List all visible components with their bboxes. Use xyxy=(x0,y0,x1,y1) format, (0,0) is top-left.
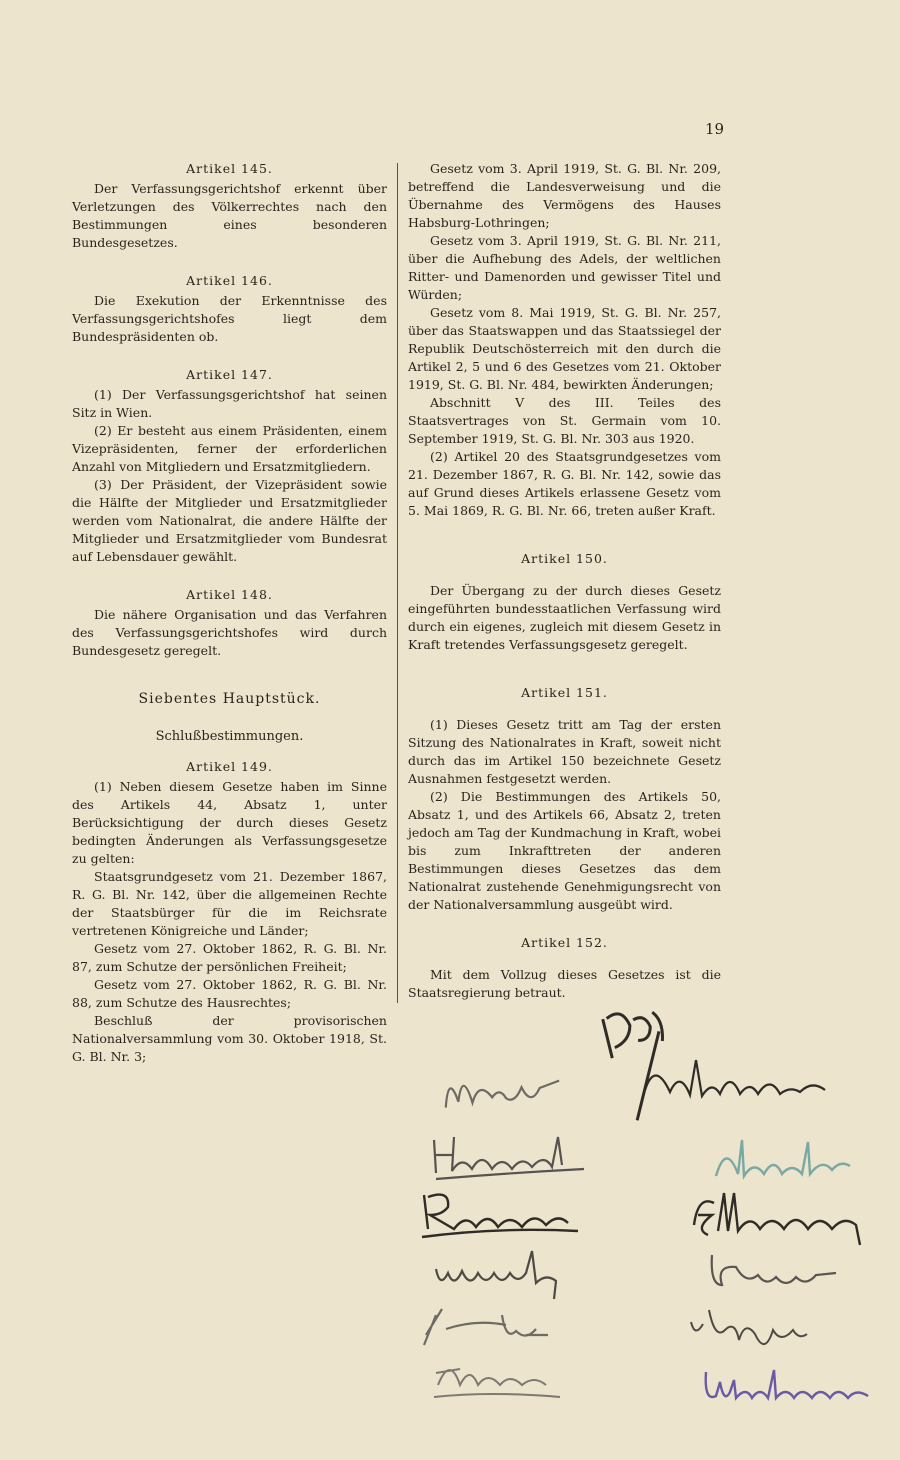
signature-stoeckler xyxy=(640,1050,840,1128)
page-number: 19 xyxy=(705,120,725,138)
article-149-list-item-3: Gesetz vom 27. Oktober 1862, R. G. Bl. Nr. 88, zum Schutze des Hausrechtes; xyxy=(72,977,387,1010)
left-column xyxy=(72,160,387,1066)
article-151-paragraph-1: (1) Dieses Gesetz tritt am Tag der ersten Sitzung des Nationalrates in Kraft, soweit nicht durch das im Artikel 150 bezeichnete Gesetz Ausnahmen festgesetzt werden. xyxy=(408,717,721,786)
article-149-list-item-8: Abschnitt V des III. Teiles des Staatsvertrages von St. Germain vom 10. September 1919, St. G. Bl. Nr. 303 aus 1920. xyxy=(408,395,721,446)
article-147-paragraph-3: (3) Der Präsident, der Vizepräsident sowie die Hälfte der Mitglieder und Ersatzmitglieder werden vom Nationalrat, die andere Hälfte der Mitglieder und Ersatzmitglieder vom Bundesrat auf Lebensdauer gewählt. xyxy=(72,477,387,564)
column-divider xyxy=(397,163,398,1003)
article-151-paragraph-2: (2) Die Bestimmungen des Artikels 50, Absatz 1, und des Artikels 66, Absatz 2, treten jedoch am Tag der Kundmachung in Kraft, wobei bis zum Inkrafttreten der anderen Bestimmungen dieses Gesetzes das dem Nationalrat zustehende Genehmigungsrecht von der Nationalversammlung ausgeübt wird. xyxy=(408,789,721,912)
article-148-text: Die nähere Organisation und das Verfahren des Verfassungsgerichtshofes wird durch Bundesgesetz geregelt. xyxy=(72,607,387,658)
signature-gruenberger xyxy=(700,1362,880,1420)
article-150-heading: Artikel 150. xyxy=(521,551,608,566)
article-152-text: Mit dem Vollzug dieses Gesetzes ist die Staatsregierung betraut. xyxy=(408,967,721,1000)
article-145-heading: Artikel 145. xyxy=(186,161,273,176)
right-column xyxy=(408,160,721,1002)
article-149-list-item-5: Gesetz vom 3. April 1919, St. G. Bl. Nr. 209, betreffend die Landesverweisung und die Übernahme des Vermögens des Hauses Habsburg-Lothringen; xyxy=(408,161,721,230)
article-149-paragraph-1: (1) Neben diesem Gesetze haben im Sinne des Artikels 44, Absatz 1, unter Berücksichtigung der durch dieses Gesetz bedingten Änderungen als Verfassungsgesetze zu gelten: xyxy=(72,779,387,866)
article-149-list-item-2: Gesetz vom 27. Oktober 1862, R. G. Bl. Nr. 87, zum Schutze der persönlichen Freiheit; xyxy=(72,941,387,974)
article-150-text: Der Übergang zu der durch dieses Gesetz eingeführten bundesstaatlichen Verfassung wird durch ein eigenes, zugleich mit diesem Gesetz in Kraft tretendes Verfassungsgesetz geregelt. xyxy=(408,583,721,652)
signature-mayer xyxy=(430,1345,570,1413)
article-149-heading: Artikel 149. xyxy=(186,759,273,774)
chapter-subtitle: Schlußbestimmungen. xyxy=(155,729,304,744)
article-146-heading: Artikel 146. xyxy=(186,273,273,288)
signature-paul xyxy=(706,1245,846,1303)
signature-mayr xyxy=(438,1053,582,1131)
article-145-text: Der Verfassungsgerichtshof erkennt über Verletzungen des Völkerrechtes nach den Bestimmungen eines besonderen Bundesgesetzes. xyxy=(72,181,387,250)
article-146-text: Die Exekution der Erkenntnisse des Verfassungsgerichtshofes liegt dem Bundespräsidenten ob. xyxy=(72,293,387,344)
article-152-heading: Artikel 152. xyxy=(521,935,608,950)
article-151-heading: Artikel 151. xyxy=(521,685,608,700)
signature-resch xyxy=(418,1183,588,1251)
article-149-list-item-6: Gesetz vom 3. April 1919, St. G. Bl. Nr. 211, über die Aufhebung des Adels, der weltlichen Ritter- und Damenorden und gewisser Titel und Würden; xyxy=(408,233,721,302)
article-148-heading: Artikel 148. xyxy=(186,587,273,602)
article-149-list-item-7: Gesetz vom 8. Mai 1919, St. G. Bl. Nr. 257, über das Staatswappen und das Staatssiegel der Republik Deutschösterreich mit den durch die Artikel 2, 5 und 6 des Gesetzes vom 21. Oktober 1919, St. G. Bl. Nr. 484, bewirkten Änderungen; xyxy=(408,305,721,392)
article-147-paragraph-2: (2) Er besteht aus einem Präsidenten, einem Vizepräsidenten, ferner der erforderlichen Anzahl von Mitgliedern und Ersatzmitgliedern. xyxy=(72,423,387,474)
article-147-heading: Artikel 147. xyxy=(186,367,273,382)
article-147-paragraph-1: (1) Der Verfassungsgerichtshof hat seinen Sitz in Wien. xyxy=(72,387,387,420)
article-149-list-item-1: Staatsgrundgesetz vom 21. Dezember 1867, R. G. Bl. Nr. 142, über die allgemeinen Rechte der Staatsbürger für die im Reichsrate vertretenen Königreiche und Länder; xyxy=(72,869,387,938)
chapter-title: Siebentes Hauptstück. xyxy=(138,691,321,707)
article-149-list-item-4: Beschluß der provisorischen Nationalversammlung vom 30. Oktober 1918, St. G. Bl. Nr. 3; xyxy=(72,1013,387,1064)
signature-deutsch xyxy=(685,1300,815,1368)
article-149-paragraph-2: (2) Artikel 20 des Staatsgrundgesetzes vom 21. Dezember 1867, R. G. Bl. Nr. 142, sowie das auf Grund dieses Artikels erlassene Gesetz vom 5. Mai 1869, R. G. Bl. Nr. 66, treten außer Kraft. xyxy=(408,449,721,518)
